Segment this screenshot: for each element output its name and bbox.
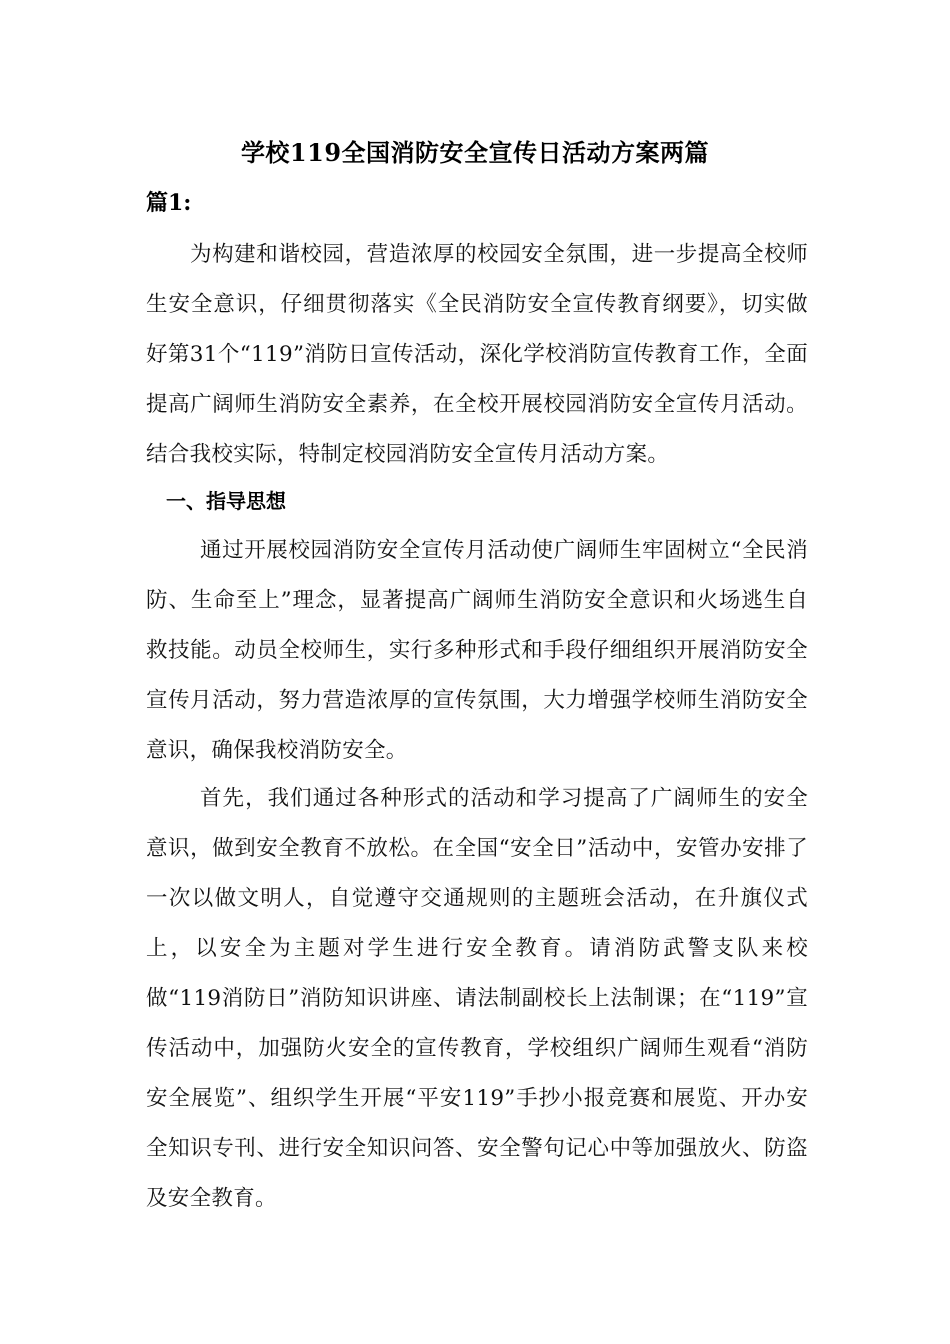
paragraph-activities: 首先，我们通过各种形式的活动和学习提高了广阔师生的安全意识，做到安全教育不放松。在全国“安全日”活动中，安管办安排了一次以做文明人，自觉遵守交通规则的主题班会活动，在升旗仪式上，以安全为主题对学生进行安全教育。请消防武警支队来校做“119消防日”消防知识讲座、请法制副校长上法制课；在“119”宣传活动中，加强防火安全的宣传教育，学校组织广阔师生观看“消防安全展览”、组织学生开展“平安119”手抄小报竞赛和展览、开办安全知识专刊、进行安全知识问答、安全警句记心中等加强放火、防盗及安全教育。	[146, 786, 808, 1211]
document-title: 学校119全国消防安全宣传日活动方案两篇	[240, 138, 710, 167]
paragraph-intro: 为构建和谐校园，营造浓厚的校园安全氛围，进一步提高全校师生安全意识，仔细贯彻落实《全民消防安全宣传教育纲要》，切实做好第31个“119”消防日宣传活动，深化学校消防宣传教育工作，全面提高广阔师生消防安全素养，在全校开展校园消防安全宣传月活动。结合我校实际，特制定校园消防安全宣传月活动方案。	[146, 242, 808, 467]
section-label: 篇1:	[146, 190, 192, 216]
paragraph-guiding-ideology: 通过开展校园消防安全宣传月活动使广阔师生牢固树立“全民消防、生命至上”理念，显著提高广阔师生消防安全意识和火场逃生自救技能。动员全校师生，实行多种形式和手段仔细组织开展消防安全宣传月活动，努力营造浓厚的宣传氛围，大力增强学校师生消防安全意识，确保我校消防安全。	[146, 538, 808, 763]
heading-guiding-ideology: 一、指导思想	[166, 489, 286, 513]
